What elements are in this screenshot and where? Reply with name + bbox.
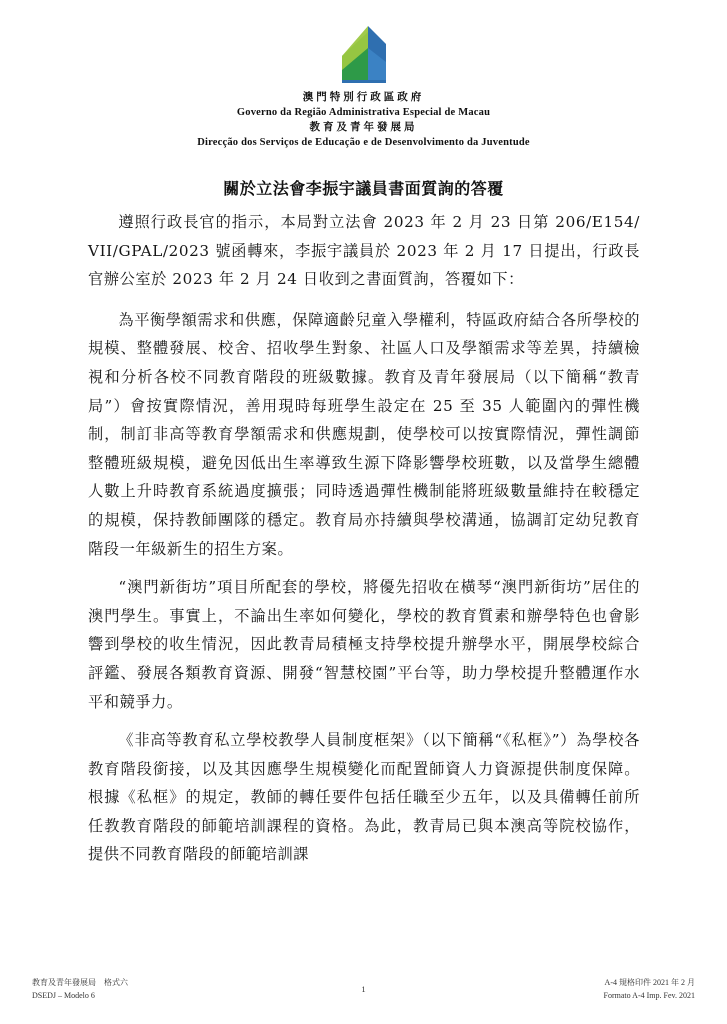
letterhead-government-pt: Governo da Região Administrativa Especial de Macau	[236, 107, 491, 118]
footer-print-format-cn: A-4 規格印件 2021 年 2 月	[604, 978, 695, 987]
paragraph-class-size: 為平衡學額需求和供應，保障適齡兒童入學權利，特區政府結合各所學校的規模、整體發展、校舍、招收學生對象、社區人口及學額需求等差異，持續檢視和分析各校不同教育階段的班級數據。教育及青年發展局（以下簡稱“教青局”）會按實際情況，善用現時每班學生設定在 25 至 35 人範圍內的彈性機制，制訂非高等教育學額需求和供應規劃，使學校可以按實際情況，彈性調節整體班級規模，避免因低出生率導致生源下降影響學校班數，以及當學生總體人數上升時教育系統過度擴張；同時透過彈性機制能將班級數量維持在較穩定的規模，保持教師團隊的穩定。教育局亦持續與學校溝通，協調訂定幼兒教育階段一年級新生的招生方案。	[88, 310, 640, 558]
page-footer	[32, 966, 695, 1006]
document-title: 關於立法會李振宇議員書面質詢的答覆	[223, 179, 504, 198]
paragraph-intro: 遵照行政長官的指示，本局對立法會 2023 年 2 月 23 日第 206/E154/VII/GPAL/2023 號函轉來，李振宇議員於 2023 年 2 月 17 日提出，行政長官辦公室於 2023 年 2 月 24 日收到之書面質詢，答覆如下：	[88, 213, 640, 289]
document-body	[88, 208, 640, 879]
footer-form-code-pt: DSEDJ – Modelo 6	[32, 991, 95, 1000]
footer-print-format	[604, 976, 695, 1002]
letterhead-bureau-cn: 教育及青年發展局	[309, 122, 418, 133]
dsedj-logo	[328, 22, 400, 90]
letterhead-bureau-pt: Direcção dos Serviços de Educação e de Desenvolvimento da Juventude	[197, 137, 530, 148]
footer-form-code-cn: 教育及青年發展局 格式六	[32, 978, 128, 987]
footer-print-format-pt: Formato A-4 Imp. Fev. 2021	[603, 991, 695, 1000]
page-number: 1	[361, 984, 366, 994]
paragraph-new-neighbourhood: “澳門新街坊”項目所配套的學校，將優先招收在橫琴“澳門新街坊”居住的澳門學生。事實上，不論出生率如何變化，學校的教育質素和辦學特色也會影響到學校的收生情況，因此教青局積極支持學校提升辦學水平，開展學校綜合評鑑、發展各類教育資源、開發“智慧校園”平台等，助力學校提升整體運作水平和競爭力。	[88, 578, 640, 711]
letterhead	[0, 22, 727, 150]
paragraph-teacher-framework: 《非高等教育私立學校教學人員制度框架》（以下簡稱“《私框》”）為學校各教育階段銜接，以及其因應學生規模變化而配置師資人力資源提供制度保障。根據《私框》的規定，教師的轉任要件包括任職至少五年，以及具備轉任前所任教教育階段的師範培訓課程的資格。為此，教青局已與本澳高等院校協作，提供不同教育階段的師範培訓課	[88, 731, 640, 864]
letterhead-government-cn: 澳門特別行政區政府	[302, 92, 425, 103]
